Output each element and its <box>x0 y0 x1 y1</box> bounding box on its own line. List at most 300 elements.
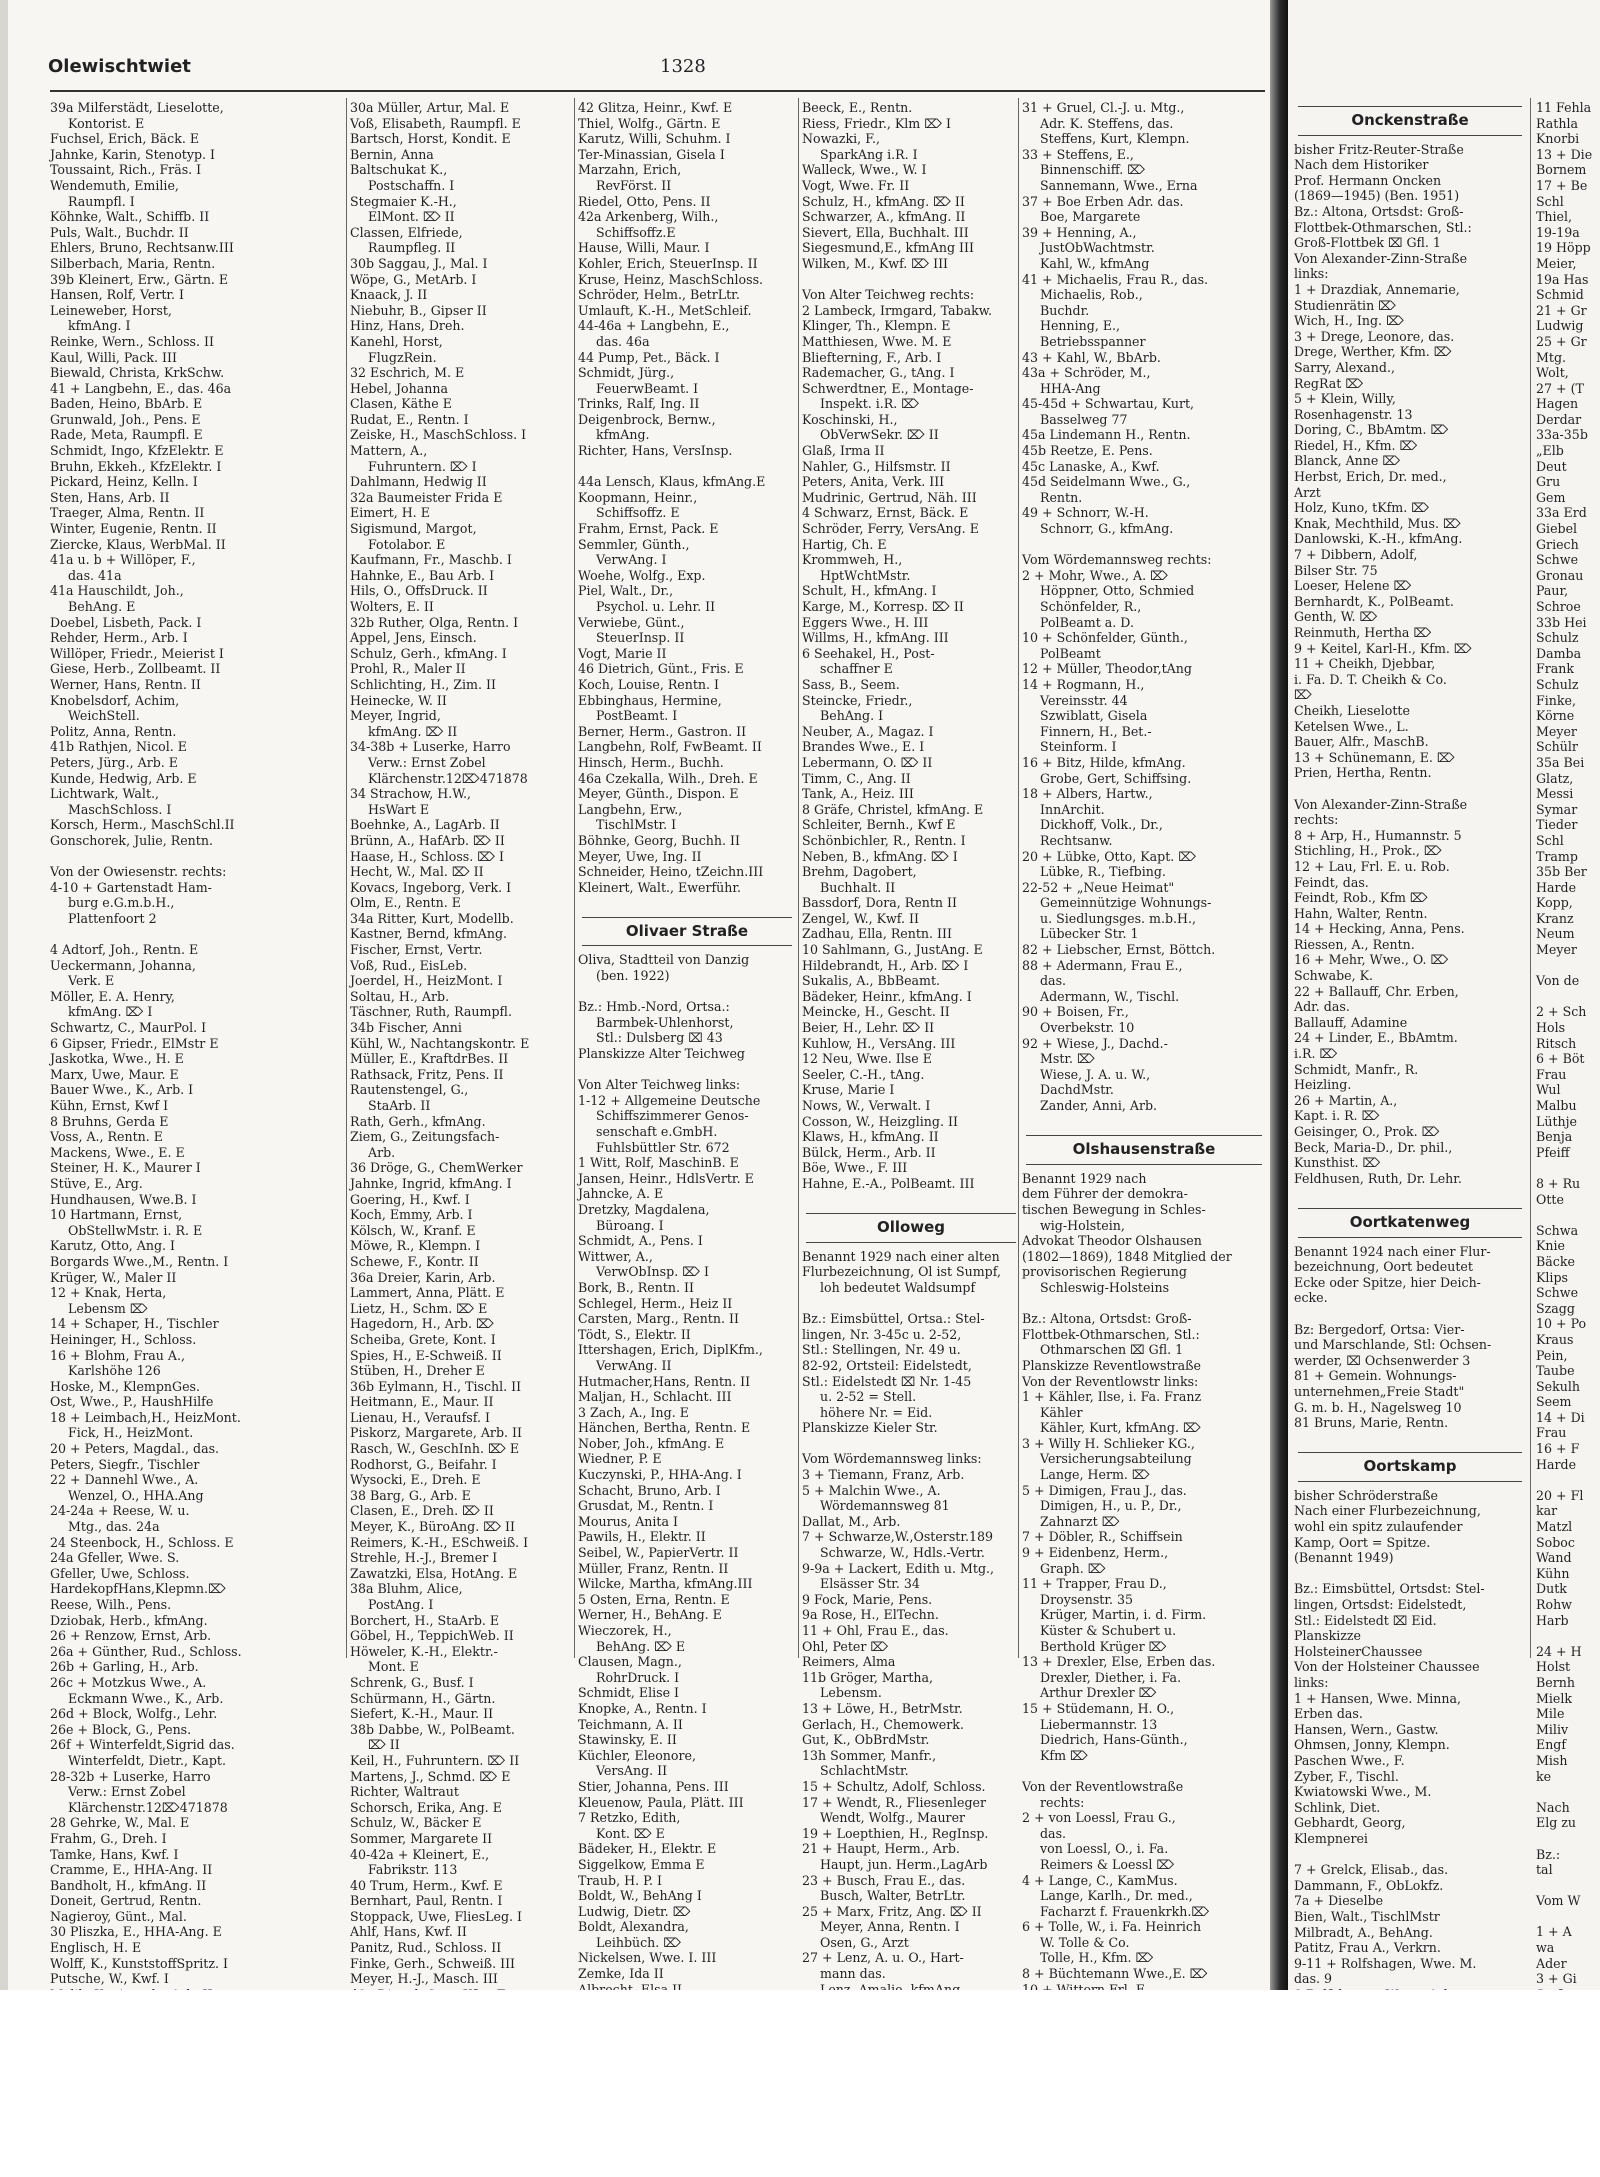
directory-entry: 6 + Tolle, W., i. Fa. Heinrich <box>1022 1919 1202 1935</box>
directory-entry: 45d Seidelmann Wwe., G., <box>1022 474 1191 490</box>
directory-entry: u. Siedlungsges. m.b.H., <box>1040 910 1197 926</box>
directory-entry: 2 + Sch <box>1536 1004 1587 1020</box>
section-rule <box>1298 106 1522 107</box>
directory-entry: 3 + Gi <box>1536 1971 1577 1987</box>
spacer <box>578 984 796 1000</box>
directory-entry: 36 Dröge, G., ChemWerker <box>350 1160 523 1176</box>
directory-entry: Genth, W. ⌦ <box>1294 609 1378 625</box>
directory-entry: Karutz, Willi, Schuhm. I <box>578 131 731 147</box>
directory-entry: 24 Steenbock, H., Schloss. E <box>50 1534 234 1550</box>
directory-entry: Verk. E <box>68 973 115 989</box>
directory-entry: 13 + Die <box>1536 146 1593 162</box>
directory-entry: 22-52 + „Neue Heimat" <box>1022 879 1175 895</box>
directory-entry: 12 + Müller, Theodor,tAng <box>1022 661 1192 677</box>
directory-entry: Bauer Wwe., K., Arb. I <box>50 1082 194 1098</box>
directory-entry: 82-92, Ortsteil: Eidelstedt, <box>802 1357 972 1373</box>
directory-entry: Schwartz, C., MaurPol. I <box>50 1020 207 1036</box>
directory-entry: Willöper, Friedr., Meierist I <box>50 645 224 661</box>
directory-entry: Schnorr, G., kfmAng. <box>1040 521 1174 537</box>
directory-entry: 5 + Malchin Wwe., A. <box>802 1482 941 1498</box>
column-divider <box>1530 98 1531 1658</box>
directory-entry: Bartsch, Horst, Kondit. E <box>350 131 511 147</box>
directory-entry: i.R. ⌦ <box>1294 1046 1338 1062</box>
directory-entry: Spies, H., E-Schweiß. II <box>350 1347 502 1363</box>
directory-entry: HHA-Ang <box>1040 380 1101 396</box>
directory-entry: das. 9 <box>1294 1971 1333 1987</box>
directory-entry: 16 + Blohm, Frau A., <box>50 1347 185 1363</box>
directory-entry: Winterfeldt, Dietr., Kapt. <box>68 1752 226 1768</box>
directory-entry: Busch, Walter, BetrLtr. <box>820 1888 966 1904</box>
directory-entry: Gerlach, H., Chemowerk. <box>802 1716 964 1732</box>
spacer <box>1536 1909 1600 1925</box>
directory-entry: 3 Zach, A., Ing. E <box>578 1404 689 1420</box>
directory-entry: Milbradt, A., BehAng. <box>1294 1924 1433 1940</box>
directory-entry: Hils, O., OffsDruck. II <box>350 583 488 599</box>
directory-entry: Fabrikstr. 113 <box>368 1862 458 1878</box>
directory-entry: 27 + (T <box>1536 380 1584 396</box>
directory-entry: 17 + Be <box>1536 177 1588 193</box>
directory-entry: Leihbüch. ⌦ <box>596 1934 682 1950</box>
directory-entry: Buchhalt. II <box>820 879 896 895</box>
directory-entry: Bz.: Hmb.-Nord, Ortsa.: <box>578 999 730 1015</box>
directory-entry: Gru <box>1536 474 1561 490</box>
directory-entry: Verw.: Ernst Zobel <box>68 1784 186 1800</box>
directory-entry: provisorischen Regierung <box>1022 1264 1187 1280</box>
directory-entry: Schorsch, Erika, Ang. E <box>350 1799 502 1815</box>
directory-entry: Olm, E., Rentn. E <box>350 895 461 911</box>
directory-entry: Bz.: Eimsbüttel, Ortsa.: Stel- <box>802 1311 985 1327</box>
directory-entry: Wich, H., Ing. ⌦ <box>1294 313 1404 329</box>
directory-entry: Lietz, H., Schm. ⌦ E <box>350 1300 488 1316</box>
directory-entry: 35a Bei <box>1536 754 1585 770</box>
directory-entry: Henning, E., <box>1040 318 1121 334</box>
directory-entry: wa <box>1536 1940 1555 1956</box>
directory-entry: Elg zu <box>1536 1815 1577 1831</box>
directory-entry: BehAng. I <box>820 708 884 724</box>
directory-entry: Hahnke, E., Bau Arb. I <box>350 567 495 583</box>
running-head: Olewischtwiet <box>48 56 191 77</box>
directory-column-2 <box>350 100 572 1987</box>
directory-entry: Flurbezeichnung, Ol ist Sumpf, <box>802 1264 1001 1280</box>
directory-entry: Bz.: Altona, Ortsdst: Groß- <box>1294 203 1464 219</box>
directory-entry: 4 + Lange, C., KamMus. <box>1022 1872 1178 1888</box>
directory-entry: i. Fa. D. T. Cheikh & Co. <box>1294 671 1447 687</box>
directory-entry: Wul <box>1536 1082 1561 1098</box>
directory-entry: Verw.: Ernst Zobel <box>368 754 486 770</box>
directory-entry: Puls, Walt., Buchdr. II <box>50 224 189 240</box>
directory-entry: Wöpe, G., MetArb. I <box>350 271 477 287</box>
directory-entry: Schwarzer, A., kfmAng. II <box>802 209 966 225</box>
directory-entry: Knorbi <box>1536 131 1580 147</box>
directory-entry: Damba <box>1536 645 1582 661</box>
directory-entry: 11 + Cheikh, Djebbar, <box>1294 656 1436 672</box>
directory-entry: RegRat ⌦ <box>1294 375 1364 391</box>
spacer <box>1294 1186 1526 1202</box>
directory-entry: Umlauft, K.-H., MetSchleif. <box>578 302 752 318</box>
directory-entry: Schönbichler, R., Rentn. I <box>802 832 966 848</box>
directory-entry: Täschner, Ruth, Raumpfl. <box>350 1004 512 1020</box>
directory-entry: Adermann, W., Tischl. <box>1040 988 1180 1004</box>
directory-entry: 14 + Rogmann, H., <box>1022 676 1145 692</box>
directory-entry: Mackens, Wwe., E. E <box>50 1144 185 1160</box>
directory-entry: Hansen, Rolf, Vertr. I <box>50 287 185 303</box>
directory-entry: Nach einer Flurbezeichnung, <box>1294 1503 1481 1519</box>
directory-entry: Von Alexander-Zinn-Straße <box>1294 250 1468 266</box>
right-page-column-1 <box>1294 100 1526 1987</box>
directory-entry: 4 Schwarz, Ernst, Bäck. E <box>802 505 969 521</box>
directory-entry: Nagieroy, Günt., Mal. <box>50 1908 187 1924</box>
directory-entry: Michaelis, Rob., <box>1040 287 1143 303</box>
directory-entry: Jahnke, Ingrid, kfmAng. I <box>350 1175 512 1191</box>
page-edge <box>0 0 8 1990</box>
directory-entry: 14 + Hecking, Anna, Pens. <box>1294 921 1465 937</box>
directory-entry: 43a + Schröder, M., <box>1022 365 1151 381</box>
directory-entry: 2 + Mohr, Wwe., A. ⌦ <box>1022 567 1168 583</box>
directory-entry: Eggers Wwe., H. III <box>802 614 929 630</box>
directory-entry: Erben das. <box>1294 1706 1363 1722</box>
directory-entry: SchlachtMstr. <box>820 1763 909 1779</box>
directory-entry: Clausen, Magn., <box>578 1654 682 1670</box>
directory-entry: Winter, Eugenie, Rentn. II <box>50 521 217 537</box>
directory-entry: Hahne, E.-A., PolBeamt. III <box>802 1175 975 1191</box>
directory-entry: Siefert, K.-H., Maur. II <box>350 1706 494 1722</box>
directory-entry: 22 + Ballauff, Chr. Erben, <box>1294 983 1459 999</box>
directory-entry: Schönfelder, R., <box>1040 599 1142 614</box>
directory-entry: Geisinger, O., Prok. ⌦ <box>1294 1124 1440 1139</box>
directory-entry: Cosson, W., Heizgling. II <box>802 1113 958 1129</box>
directory-entry: ke <box>1536 1768 1552 1784</box>
directory-entry: Zemke, Ida II <box>578 1966 664 1982</box>
directory-entry: 7 + Döbler, R., Schiffsein <box>1022 1529 1183 1545</box>
directory-entry: Versicherungsabteilung <box>1040 1451 1192 1467</box>
directory-entry: lingen, Nr. 3-45c u. 2-52, <box>802 1326 962 1342</box>
directory-entry: Riessen, A., Rentn. <box>1294 936 1415 952</box>
directory-entry: Krommweh, H., <box>802 552 903 568</box>
right-page <box>1288 0 1600 1990</box>
directory-entry: Schmidt, Ingo, KfzElektr. E <box>50 443 224 459</box>
section-rule <box>806 1242 1016 1243</box>
directory-entry: Jahncke, A. E <box>578 1186 664 1202</box>
directory-entry: 7 + Schwarze,W.,Osterstr.189 <box>802 1529 994 1545</box>
directory-entry: Prof. Hermann Oncken <box>1294 172 1442 188</box>
directory-entry: 25 + Marx, Fritz, Ang. ⌦ II <box>802 1903 982 1919</box>
directory-entry: Studienrätin ⌦ <box>1294 297 1396 313</box>
directory-entry: Rautenstengel, G., <box>350 1082 469 1098</box>
directory-entry: Symar <box>1536 801 1578 817</box>
directory-entry: Elsässer Str. 34 <box>820 1576 920 1592</box>
directory-entry: 34b Fischer, Anni <box>350 1020 462 1036</box>
directory-entry: 33 + Steffens, E., <box>1022 146 1134 162</box>
directory-entry: Böe, Wwe., F. III <box>802 1160 908 1176</box>
directory-entry: 21 + Haupt, Herm., Arb. <box>802 1841 960 1857</box>
directory-entry: Lienau, H., Veraufsf. I <box>350 1409 490 1425</box>
directory-entry: 45c Lanaske, A., Kwf. <box>1022 458 1160 474</box>
directory-entry: Harde <box>1536 879 1577 895</box>
spacer <box>1536 1784 1600 1800</box>
directory-entry: 45a Lindemann H., Rentn. <box>1022 427 1191 443</box>
directory-entry: 44a Lensch, Klaus, kfmAng.E <box>578 474 766 490</box>
directory-entry: Griech <box>1536 536 1579 552</box>
directory-entry: Kölsch, W., Kranf. E <box>350 1222 476 1238</box>
directory-entry: Ziercke, Klaus, WerbMal. II <box>50 536 226 552</box>
directory-entry: Müller, E., KraftdrBes. II <box>350 1051 509 1067</box>
directory-entry: Tieder <box>1536 817 1578 833</box>
directory-entry: 26 + Martin, A., <box>1294 1092 1398 1108</box>
directory-entry: HptWchtMstr. <box>820 567 911 583</box>
directory-entry: Ebbinghaus, Hermine, <box>578 692 722 708</box>
directory-entry: Beck, Maria-D., Dr. phil., <box>1294 1139 1453 1155</box>
directory-entry: 7 + Grelck, Elisab., das. <box>1294 1862 1449 1878</box>
directory-entry: 32b Ruther, Olga, Rentn. I <box>350 614 519 630</box>
directory-entry: Frau <box>1536 1066 1567 1082</box>
page-number: 1328 <box>660 56 706 77</box>
directory-entry: Matzl <box>1536 1519 1573 1535</box>
directory-entry: Plattenfoort 2 <box>68 910 157 926</box>
directory-entry: Sass, B., Seem. <box>802 676 900 692</box>
directory-entry: Büroang. I <box>596 1217 664 1233</box>
directory-entry: Kontorist. E <box>68 115 145 131</box>
directory-entry: Adr. K. Steffens, das. <box>1040 115 1174 131</box>
directory-entry: MaschSchloss. I <box>68 801 172 817</box>
directory-entry: Arb. <box>368 1144 396 1160</box>
directory-entry: Lübke, R., Tiefbing. <box>1040 864 1166 880</box>
directory-entry: Kuhlow, H., VersAng. III <box>802 1035 956 1051</box>
directory-entry: Classen, Elfriede, <box>350 224 463 240</box>
directory-entry: Hildebrandt, H., Arb. ⌦ I <box>802 957 969 973</box>
directory-entry: Werner, H., BehAng. E <box>578 1607 722 1623</box>
directory-entry: Schleiter, Bernh., Kwf E <box>802 817 956 833</box>
directory-entry: Buchdr. <box>1040 302 1090 318</box>
directory-entry: 31 + Gruel, Cl.-J. u. Mtg., <box>1022 100 1185 115</box>
directory-entry: Werner, Hans, Rentn. II <box>50 676 201 692</box>
directory-entry: Bassdorf, Dora, Rentn II <box>802 895 957 911</box>
directory-entry: 44-46a + Langbehn, E., <box>578 318 730 334</box>
directory-entry: Schwarze, W., Hdls.-Vertr. <box>820 1545 985 1561</box>
directory-entry: 41a u. b + Willöper, F., <box>50 552 196 568</box>
directory-entry: 8 Gräfe, Christel, kfmAng. E <box>802 801 984 817</box>
directory-entry: 13h Sommer, Manfr., <box>802 1747 937 1763</box>
directory-entry: Kruse, Marie I <box>802 1082 895 1098</box>
directory-entry: Dutk <box>1536 1581 1567 1597</box>
directory-entry: Ahlf, Hans, Kwf. II <box>350 1924 467 1940</box>
directory-entry: 49 + Schnorr, W.-H. <box>1022 505 1149 521</box>
directory-entry: Tödt, S., Elektr. II <box>578 1326 691 1342</box>
directory-entry: 1 + A <box>1536 1924 1572 1940</box>
directory-entry: Finnern, H., Bet.- <box>1040 723 1152 739</box>
directory-entry: 30a Müller, Artur, Mal. E <box>350 100 510 115</box>
directory-entry: Stl.: Stellingen, Nr. 49 u. <box>802 1342 961 1358</box>
directory-entry: 5 + Klein, Willy, <box>1294 391 1396 407</box>
directory-entry: Finke, <box>1536 692 1576 708</box>
directory-entry: Carsten, Marg., Rentn. II <box>578 1311 739 1327</box>
directory-entry: FlugzRein. <box>368 349 437 365</box>
directory-entry: Sarry, Alexand., <box>1294 359 1395 375</box>
directory-entry: Sigismund, Margot, <box>350 521 477 537</box>
directory-entry: links: <box>1294 1675 1329 1690</box>
directory-entry: Adr. das. <box>1294 999 1350 1015</box>
directory-entry: Sievert, Ella, Buchhalt. III <box>802 224 969 240</box>
directory-entry: 11b Gröger, Martha, <box>802 1669 934 1685</box>
spacer <box>1536 989 1600 1005</box>
directory-entry: 40-42a + Kleinert, E., <box>350 1846 490 1862</box>
spacer <box>802 1436 1020 1452</box>
directory-entry: Flottbek-Othmarschen, Stl.: <box>1022 1326 1200 1342</box>
directory-entry: Kohler, Erich, SteuerInsp. II <box>578 255 758 271</box>
directory-entry: Jansen, Heinr., HdlsVertr. E <box>578 1170 754 1186</box>
directory-entry: Bernh <box>1536 1674 1575 1690</box>
directory-entry: Nach dem Historiker <box>1294 157 1429 173</box>
directory-entry: 20 + Peters, Magdal., das. <box>50 1441 220 1457</box>
directory-entry: Cramme, E., HHA-Ang. II <box>50 1862 213 1878</box>
directory-entry: Schneider, Heino, tZeichn.III <box>578 864 764 880</box>
street-heading: Oortkatenweg <box>1349 1212 1471 1231</box>
directory-entry: Rosenhagenstr. 13 <box>1294 406 1413 422</box>
directory-entry: Hagedorn, H., Arb. ⌦ <box>350 1316 494 1332</box>
directory-entry: Seeler, C.-H., tAng. <box>802 1066 925 1082</box>
directory-entry: Von Alter Teichweg rechts: <box>802 287 975 303</box>
directory-entry: Planskizze Reventlowstraße <box>1022 1357 1201 1373</box>
directory-entry: Bandholt, H., kfmAng. II <box>50 1877 207 1893</box>
directory-entry: Benja <box>1536 1129 1573 1145</box>
directory-entry: Stawinsky, E. II <box>578 1732 677 1748</box>
directory-entry: Müller, Franz, Rentn. II <box>578 1560 729 1576</box>
directory-entry: 1 + Kähler, Ilse, i. Fa. Franz <box>1022 1389 1202 1405</box>
directory-entry: Arthur Drexler ⌦ <box>1040 1685 1157 1701</box>
directory-entry: Malbu <box>1536 1098 1577 1113</box>
directory-entry: Eimert, H. E <box>350 505 430 521</box>
directory-entry: Klärchenstr.12⌦471878 <box>68 1799 228 1815</box>
directory-entry: G. m. b. H., Nagelsweg 10 <box>1294 1399 1462 1415</box>
directory-entry: Hartig, Ch. E <box>802 536 887 552</box>
directory-entry: Ziem, G., Zeitungsfach- <box>350 1129 500 1145</box>
directory-entry: Mudrinic, Gertrud, Näh. III <box>802 489 977 505</box>
directory-entry: Knobelsdorf, Achim, <box>50 692 180 708</box>
directory-entry: Kopp, <box>1536 895 1573 911</box>
directory-entry: StaArb. II <box>368 1098 431 1113</box>
directory-entry: Bliefterning, F., Arb. I <box>802 349 942 365</box>
directory-entry: kfmAng. I <box>68 318 131 334</box>
directory-entry: 23 + Busch, Frau E., das. <box>802 1872 966 1888</box>
directory-entry: (Benannt 1949) <box>1294 1550 1394 1566</box>
directory-entry: Peters, Siegfr., Tischler <box>50 1456 200 1472</box>
directory-entry: Meyer <box>1536 723 1577 739</box>
directory-entry: Schulz, Gerh., kfmAng. I <box>350 645 507 661</box>
directory-entry: Mstr. ⌦ <box>1040 1051 1095 1067</box>
spacer <box>578 1062 796 1078</box>
directory-entry: Zahnarzt ⌦ <box>1040 1513 1120 1529</box>
directory-entry: Voß, Elisabeth, Raumpfl. E <box>350 115 521 131</box>
directory-entry: Teichmann, A. II <box>578 1716 683 1732</box>
directory-entry: Koschinski, H., <box>802 411 898 427</box>
directory-entry: Fuhruntern. ⌦ I <box>368 458 477 474</box>
directory-entry: Patitz, Frau A., Verkrn. <box>1294 1940 1441 1956</box>
directory-entry: Bz: Bergedorf, Ortsa: Vier- <box>1294 1321 1465 1337</box>
directory-entry: 28 Gehrke, W., Mal. E <box>50 1815 190 1831</box>
directory-entry: Bernhart, Paul, Rentn. I <box>350 1893 503 1909</box>
directory-entry: Silberbach, Maria, Rentn. <box>50 255 216 271</box>
directory-entry: Schult, H., kfmAng. I <box>802 583 937 599</box>
directory-entry: Harb <box>1536 1612 1569 1628</box>
directory-entry: Liebermannstr. 13 <box>1040 1716 1158 1732</box>
directory-entry: Schiffsoffz.E <box>596 224 676 240</box>
directory-entry: Meincke, H., Gescht. II <box>802 1004 950 1020</box>
directory-entry: 19 + Loepthien, H., RegInsp. <box>802 1825 989 1841</box>
directory-entry: 14 + Di <box>1536 1409 1585 1425</box>
section-rule <box>1298 135 1522 136</box>
directory-entry: Taube <box>1536 1363 1575 1379</box>
directory-entry: Schmidt, Jürg., <box>578 365 675 381</box>
directory-entry: HolsteinerChaussee <box>1294 1643 1423 1659</box>
spacer <box>1294 1306 1526 1322</box>
directory-entry: das. 41a <box>68 567 122 583</box>
directory-entry: Kruse, Heinz, MaschSchloss. <box>578 271 764 287</box>
directory-entry: 12 Neu, Wwe. Ilse E <box>802 1051 932 1067</box>
directory-entry: Pein, <box>1536 1347 1568 1363</box>
directory-entry: Putsche, W., Kwf. I <box>50 1971 169 1987</box>
directory-entry: Fick, H., HeizMont. <box>68 1425 194 1441</box>
directory-entry: Bädeker, H., Elektr. E <box>578 1841 717 1857</box>
directory-entry: Steincke, Friedr., <box>802 692 913 708</box>
directory-entry: Ehlers, Bruno, Rechtsanw.III <box>50 240 234 256</box>
directory-entry: 7 Retzko, Edith, <box>578 1810 681 1826</box>
directory-entry: „Elb <box>1536 443 1564 459</box>
directory-entry: Karlshöhe 126 <box>68 1363 161 1379</box>
directory-entry: Loeser, Helene ⌦ <box>1294 578 1412 594</box>
directory-entry: Otte <box>1536 1191 1564 1207</box>
directory-entry: Fuchsel, Erich, Bäck. E <box>50 131 200 147</box>
directory-entry: kar <box>1536 1503 1558 1519</box>
directory-entry: 10 Sahlmann, G., JustAng. E <box>802 942 983 958</box>
directory-entry: Benannt 1929 nach einer alten <box>802 1248 1000 1264</box>
directory-entry: Wittwer, A., <box>578 1248 653 1264</box>
directory-entry: 4 Adtorf, Joh., Rentn. E <box>50 942 199 958</box>
directory-entry: 4-10 + Gartenstadt Ham- <box>50 879 212 895</box>
directory-entry: 1 + Drazdiak, Annemarie, <box>1294 281 1460 297</box>
directory-entry: 7 + Dibbern, Adolf, <box>1294 547 1418 563</box>
directory-entry: Steiner, H. K., Maurer I <box>50 1160 201 1176</box>
column-divider <box>574 98 575 1658</box>
directory-entry: Zeiske, H., MaschSchloss. I <box>350 427 527 443</box>
directory-entry: 41a Hauschildt, Joh., <box>50 583 184 599</box>
directory-entry: das. <box>1040 1825 1067 1841</box>
directory-column-1 <box>50 100 340 1987</box>
directory-entry: Biewald, Christa, KrkSchw. <box>50 365 225 381</box>
spacer <box>1536 1878 1600 1894</box>
directory-entry: tal <box>1536 1862 1553 1878</box>
directory-entry: 42a Arkenberg, Wilh., <box>578 209 719 225</box>
spacer <box>1536 958 1600 974</box>
directory-entry: 41 + Michaelis, Frau R., das. <box>1022 271 1209 287</box>
directory-entry: Pickard, Heinz, Kelln. I <box>50 474 198 490</box>
directory-entry: 42 Glitza, Heinr., Kwf. E <box>578 100 733 115</box>
directory-entry: ecke. <box>1294 1290 1328 1306</box>
directory-entry: Joerdel, H., HeizMont. I <box>350 973 503 989</box>
directory-entry: Kanehl, Horst, <box>350 333 443 349</box>
directory-entry: 39 + Henning, A., <box>1022 224 1137 240</box>
directory-entry: Inspekt. i.R. ⌦ <box>820 396 920 412</box>
directory-entry: Drexler, Diether, i. Fa. <box>1040 1669 1182 1685</box>
directory-entry: Doneit, Gertrud, Rentn. <box>50 1893 202 1909</box>
directory-entry: Seibel, W., PapierVertr. II <box>578 1545 739 1561</box>
directory-entry: rechts: <box>1040 1794 1085 1810</box>
directory-entry: Dimigen, H., u. P., Dr., <box>1040 1498 1182 1514</box>
directory-entry: Drege, Werther, Kfm. ⌦ <box>1294 344 1452 360</box>
directory-entry: Willms, H., kfmAng. III <box>802 630 949 646</box>
directory-entry: Psychol. u. Lehr. II <box>596 599 716 614</box>
spacer <box>1022 1296 1266 1312</box>
directory-entry: 38b Dabbe, W., PolBeamt. <box>350 1721 515 1737</box>
directory-entry: 45-45d + Schwartau, Kurt, <box>1022 396 1195 412</box>
